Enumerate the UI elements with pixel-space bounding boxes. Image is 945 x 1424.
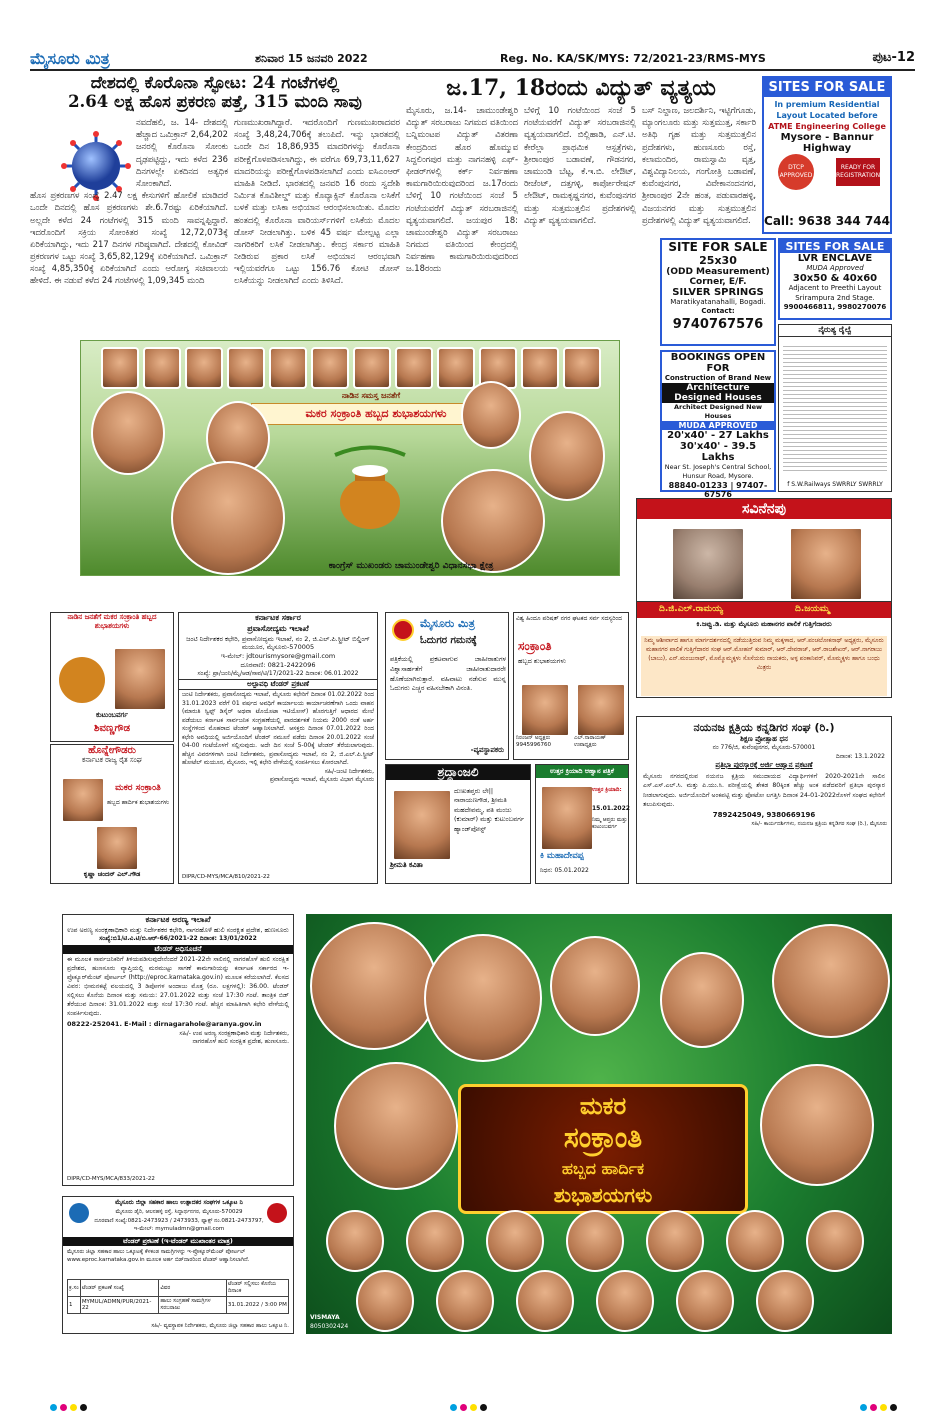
uk-body: ನಿಮ್ಮ ಆಪ್ತರು ಮತ್ತು ಕುಟುಂಬವರ್ಗ — [592, 817, 628, 831]
ad-sites-title: SITES FOR SALE — [764, 78, 890, 97]
uk-death: ನಿಧನ: 05.01.2022 — [540, 867, 589, 874]
big-banner-line3: ಹಬ್ಬದ ಹಾರ್ದಿಕ — [561, 1159, 645, 1178]
ad-tourism-tender — [178, 612, 378, 884]
leader-photo-big — [424, 934, 542, 1062]
masthead-date: ಶನಿವಾರ 15 ಜನವರಿ 2022 — [255, 52, 368, 65]
registration-dot — [450, 1404, 457, 1411]
ad-sites-call: Call: 9638 344 744 — [764, 214, 890, 228]
uk-title: ಉತ್ತರ ಕ್ರಿಯಾದಿ ಆಹ್ವಾನ ಪತ್ರಿಕೆ — [536, 765, 628, 778]
mt-td: MYMUL/ADMN/PUR/2021-22 — [80, 1297, 159, 1314]
ad-silver-springs — [660, 238, 776, 346]
mt-td: 1 — [68, 1297, 81, 1314]
leader-photo-big — [760, 1064, 874, 1186]
mitra-brand: ಮೈಸೂರು ಮಿತ್ರ — [420, 617, 475, 630]
ft-sign2: ನಾಗರಹೊಳೆ ಹುಲಿ ಸಂರಕ್ಷಿತ ಪ್ರದೇಶ, ಹುಣಸೂರು. — [192, 1037, 289, 1045]
lead-col2: ಗುಣಮುಖರಾಗಿದ್ದಾರೆ. ಇದರೊಂದಿಗೆ ಗುಣಮುಖರಾದವರ ಸಂಖ್ಯೆ 3,48,24,706ಕ್ಕೆ ತಲುಪಿದೆ. ಇನ್ನು ಭಾರತದಲ್ಲಿ ಒಂದೇ ದಿನ 18,86,935 ಮಾದರಿಗಳನ್ನು ಕೊರೊನಾ ಪರೀಕ್ಷೆಗೊಳಪಡಿಸಲಾಗಿದ್ದು, ಈ ವರೆಗೂ 69,73,11,627 ಮಾದರಿಯನ್ನು ಪರೀಕ್ಷೆಗೊಳಪಡಿಸಲಾಗಿದೆ ಎಂದು ಐಸಿಎಂಆರ್ ಮಾಹಿತಿ ನೀಡಿದೆ. ಭಾರತದಲ್ಲಿ ಜನವರಿ 16 ರಂದು ಸ್ವದೇಶಿ ನಿರ್ಮಿತ ಕೊವಿಶೀಲ್ಡ್ ಮತ್ತು ಕೊವ್ಯಾಕ್ಸಿನ್ ಕೊರೊನಾ ಲಸಿಕೆಗೆ ಬಳಕೆ ಮತ್ತು ಲಸಿಕಾ ಅಭಿಯಾನ ಆರಂಭಿಸಲಾಯಿತು. ಮೊದಲ ಹಂತದಲ್ಲಿ ಕೊರೊನಾ ವಾರಿಯರ್ಸ್‌ಗಳಿಗೆ ಲಸಿಕೆಯ ಮೊದಲ ಡೋಸ್ ನೀಡಲಾಗಿತ್ತು. ಬಳಿಕ 45 ವರ್ಷ ಮೇಲ್ಪಟ್ಟ ಎಲ್ಲಾ ನಾಗರಿಕರಿಗೆ ಲಸಿಕೆ ನೀಡಲಾಗಿತ್ತು. ಕೇಂದ್ರ ಸರ್ಕಾರ ಮಾಹಿತಿ ನೀಡಿರುವ ಪ್ರಕಾರ ಲಸಿಕೆ ಅಭಿಯಾನ ಆರಂಭವಾಗಿ ಇಲ್ಲಿಯವರೆಗೂ ಒಟ್ಟು 156.76 ಕೋಟಿ ಡೋಸ್ ಲಸಿಕೆಯನ್ನು ನೀಡಲಾಗಿದೆ ಎಂದು ತಿಳಿಸಿದೆ. — [234, 117, 400, 286]
gs2-photo — [61, 777, 105, 823]
banner-leaders-row — [101, 347, 601, 387]
sh-name: ಶ್ರೀಮತಿ ಕವಿತಾ — [390, 861, 423, 869]
masthead-rule — [30, 69, 915, 71]
ad-mitra-notice — [385, 612, 509, 760]
banner-footer: ಕಾಂಗ್ರೆಸ್ ಮುಖಂಡರು ಚಾಮುಂಡೇಶ್ವರಿ ವಿಧಾನಸಭಾ ಕ್ಷೇತ್ರ — [328, 561, 494, 571]
ad-book-phones: 88840-01233 | 97407-67576 — [668, 480, 768, 499]
uk-date: 15.01.2022 — [592, 805, 630, 812]
ad-sankranti-small — [513, 612, 629, 760]
gs1-name: ಶಿವಣ್ಣಗೌಡ — [94, 723, 130, 734]
gs1-label: ಕುಟುಂಬವರ್ಗ — [96, 711, 128, 719]
mitra-logo-icon — [392, 619, 414, 641]
leader-photo-small — [436, 1270, 494, 1332]
ad-ss-measure: (ODD Measurement) — [666, 267, 770, 277]
leader-photo-small — [596, 1270, 654, 1332]
pongal-pot-icon — [325, 445, 415, 535]
ad-memorial-lower — [636, 602, 892, 698]
ad-ss-name: SILVER SPRINGS — [672, 287, 764, 298]
banner-greeting: ಮಕರ ಸಂಕ್ರಾಂತಿ ಹಬ್ಬದ ಶುಭಾಶಯಗಳು — [251, 403, 501, 425]
ad-sites-line2: Layout Located before — [776, 110, 878, 120]
leader-photo-small — [326, 1210, 384, 1272]
ad-lvr-approval: MUDA Approved — [806, 264, 864, 272]
memorial-name2: ದಿ.ಜಯಮ್ಮ — [795, 604, 830, 614]
registration-dot — [480, 1404, 487, 1411]
sk-photo-1 — [520, 683, 570, 737]
sk-photo-2 — [576, 683, 626, 737]
mt-td: ಹಾಲು ಸಂಗ್ರಹಣೆ ಸಾಮಗ್ರಿಗಳ ಸರಬರಾಜು — [159, 1297, 227, 1314]
mt-th: ಕ್ರ.ಸಂ — [68, 1280, 81, 1297]
mt-table-row — [68, 1297, 289, 1314]
leader-photo-large — [529, 411, 605, 501]
ad-book-near: Near St. Joseph's Central School, Hunsur Road, Mysore. — [664, 462, 772, 480]
sankranti-title-block — [458, 1084, 748, 1214]
registration-dot — [470, 1404, 477, 1411]
lead-story — [30, 74, 400, 332]
ad-ss-place: Maratikyatanahalli, Bogadi. — [670, 298, 766, 306]
sk-title: ಸಂಕ್ರಾಂತಿ — [518, 639, 552, 653]
ad-railway-notice — [778, 324, 892, 492]
leader-photo-big — [772, 924, 890, 1038]
registration-dot — [890, 1404, 897, 1411]
ad-book-line3: Designed Houses — [662, 393, 774, 403]
ad-forest-tender — [62, 914, 294, 1186]
sh-title: ಶ್ರದ್ಧಾಂಜಲಿ — [386, 765, 530, 780]
ad-greeting-small-1 — [50, 612, 174, 742]
ad-book-price2: 30'x40' - 39.5 Lakhs — [679, 440, 757, 463]
mt-td: 31.01.2022 / 3:00 PM — [226, 1297, 288, 1314]
leader-photo-small — [806, 1210, 864, 1272]
registration-dot — [80, 1404, 87, 1411]
ks-title: ನಯನಜ ಕ್ಷತ್ರಿಯ ಕನ್ನಡಿಗರ ಸಂಘ (ರಿ.) — [693, 721, 835, 734]
ad-lvr-name: LVR ENCLAVE — [797, 253, 873, 264]
pot-icon — [325, 445, 415, 535]
leader-photo-small — [486, 1210, 544, 1272]
leader-photo — [227, 347, 265, 389]
lead-headline-1: ದೇಶದಲ್ಲಿ ಕೊರೊನಾ ಸ್ಫೋಟ: 24 ಗಂಟೆಗಳಲ್ಲಿ — [90, 73, 340, 92]
leader-photo-main — [171, 461, 285, 575]
ad-bookings-open — [660, 350, 776, 499]
registration-dot — [870, 1404, 877, 1411]
ad-book-line2: Architecture — [662, 383, 774, 393]
registration-dot — [60, 1404, 67, 1411]
mitra-sign: -ವ್ಯವಸ್ಥಾಪಕರು — [470, 745, 504, 754]
masthead-reg-no: Reg. No. KA/SK/MYS: 72/2021-23/RMS-MYS — [500, 52, 766, 65]
gs2-top: ಹೊನ್ನೇಗೌಡರು — [88, 745, 136, 756]
mt-th: ವಿವರ — [159, 1280, 227, 1297]
tt-phone: ದೂರವಾಣಿ: 0821-2422096 — [240, 660, 316, 669]
ad-sites-line1: In premium Residential — [774, 100, 880, 109]
uk-name: ಕಿ ಮಹಾದೇವಪ್ಪ — [540, 851, 584, 861]
leader-photo-big — [660, 952, 744, 1048]
ad-ss-title: SITE FOR SALE — [668, 240, 768, 254]
ad-greeting-small-2 — [50, 744, 174, 884]
masthead-brand: ಮೈಸೂರು ಮಿತ್ರ — [30, 49, 110, 68]
ad-sites-badge-ready: READY FOR REGISTRATION — [836, 158, 880, 186]
tt-ref: ಸಂಖ್ಯೆ: ಪ್ರಾ/ಜಂನಿ/ಮೈ/ಆಡ/ಸಾವ/ಟಿ/17/2021-22 ದಿನಾಂಕ: 06.01.2022 — [197, 669, 359, 677]
registration-dot — [70, 1404, 77, 1411]
ad-top-banner — [80, 340, 620, 576]
ad-kshatriya — [636, 716, 892, 884]
leader-photo-small — [676, 1270, 734, 1332]
lead-dateline: ನವದೆಹಲಿ, ಜ. 14- ದೇಶದಲ್ಲಿ ಹೆಚ್ಚಾದ ಒಮಿಕ್ರಾನ್ 2,64,202 ಜನರಲ್ಲಿ ಕೊರೊನಾ ಸೋಂಕು ದೃಢಪಟ್ಟಿದ್ದು, ಇದು ಕಳೆದ 236 ದಿನಗಳಲ್ಲೇ ಏಕದಿನದ ಅತ್ಯಧಿಕ ಸೋಂಕಾಗಿದೆ. — [136, 117, 228, 188]
leader-photo — [521, 347, 559, 389]
ks-date: ದಿನಾಂಕ: 13.1.2022 — [835, 752, 885, 760]
power-headline: ಜ.17, 18ರಂದು ವಿದ್ಯುತ್ ವ್ಯತ್ಯಯ — [446, 75, 716, 101]
ft-govt: ಕರ್ನಾಟಕ ಅರಣ್ಯ ಇಲಾಖೆ — [145, 915, 211, 924]
big-banner-line1: ಮಕರ — [579, 1091, 627, 1120]
registration-dot — [880, 1404, 887, 1411]
banner-faces-row-1 — [316, 1210, 886, 1270]
leader-photo-small — [406, 1210, 464, 1272]
mt-address: ಮೈಸೂರು ಡೈರಿ, ಆಲನಹಳ್ಳಿ ರಸ್ತೆ, ಸಿದ್ದಾರ್ಥನಗರ, ಮೈಸೂರು-570029 — [115, 1209, 243, 1215]
leader-photo-small — [756, 1270, 814, 1332]
ft-sign1: ಸಹಿ/- ಉಪ ಅರಣ್ಯ ಸಂರಕ್ಷಣಾಧಿಕಾರಿ ಮತ್ತು ನಿರ್ದೇಶಕರು, — [179, 1029, 289, 1037]
ad-book-price1: 20'x40' - 27 Lakhs — [667, 429, 769, 441]
mitra-title: ಓದುಗರ ಗಮನಕ್ಕೆ — [420, 635, 477, 646]
tt-office: ಜಂಟಿ ನಿರ್ದೇಶಕರ ಕಛೇರಿ, ಪ್ರವಾಸೋದ್ಯಮ ಇಲಾಖೆ, ನಂ 2, ಜಿ.ಎಲ್.ಪಿ.ಸ್ಟ್ರೀಟ್ ಬಿಲ್ಡಿಂಗ್ ಮಯೂರ, ಮೈಸೂರು-570005 — [186, 634, 370, 652]
leader-photo-big — [550, 936, 640, 1036]
leader-photo — [269, 347, 307, 389]
ad-lvr-sizes: 30x50 & 40x60 — [792, 273, 878, 285]
leader-photo-large — [91, 391, 165, 475]
masthead-page-number: ಪುಟ-12 — [872, 50, 915, 65]
mt-th: ಟೆಂಡರ್ ಸಲ್ಲಿಸಲು ಕೊನೆಯ ದಿನಾಂಕ — [226, 1280, 288, 1297]
leader-photo-main — [441, 469, 545, 573]
milk-logo-icon-2 — [267, 1203, 287, 1223]
gs2-photo-child — [95, 825, 139, 871]
ks-contact: 7892425049, 9380669196 — [712, 811, 816, 820]
ks-body: ಮೈಸೂರು ನಗರದಲ್ಲಿರುವ ನಯನಜ ಕ್ಷತ್ರಿಯ ಸಮುದಾಯದ ವಿದ್ಯಾರ್ಥಿಗಳಿಗೆ 2020-2021ನೇ ಸಾಲಿನ ಎಸ್.ಎಸ್.ಎಲ್.ಸಿ. ಮತ್ತು ಪಿ.ಯು.ಸಿ. ಪರೀಕ್ಷೆಯಲ್ಲಿ ಶೇಕಡ 80ಕ್ಕಿಂತ ಹೆಚ್ಚು ಅಂಕ ಪಡೆದವರಿಗೆ ಪ್ರತಿಭಾ ಪುರಸ್ಕಾರ ನೀಡಲಾಗುವುದು. ಅರ್ಜಿಯೊಂದಿಗೆ ಅಂಕಪಟ್ಟಿ ಮತ್ತು ಫೋಟೋ ಲಗತ್ತಿಸಿ ದಿನಾಂಕ 24-01-2022ರೊಳಗೆ ಸಂಘದ ಕಛೇರಿಗೆ ತಲುಪಿಸುವುದು. — [643, 773, 885, 808]
big-banner-credit-phone: 8050302424 — [310, 1322, 349, 1330]
sk-sub: ಹಬ್ಬದ ಶುಭಾಶಯಗಳು — [518, 657, 566, 665]
ks-address: ನಂ 776/ಜಿ, ಕುವೆಂಪುನಗರ, ಮೈಸೂರು-570001 — [712, 744, 816, 752]
tt-dipr: DIPR/CD-MYS/MCA/810/2021-22 — [182, 873, 270, 880]
ad-memorial — [636, 498, 892, 602]
leader-photo-big — [334, 1062, 458, 1190]
ad-railway-footer: f S.W.Railways SWRRLY SWRRLY — [787, 480, 883, 488]
ft-ref: ಸಂಖ್ಯೆ:ಬಿ1/ಟಿ.ವಿ.ಟಿ/ಬಿ.ಆರ್-66/2021-22 ದಿನಾಂಕ: 13/01/2022 — [99, 934, 257, 942]
ad-lvr-phones: 9900466811, 9980270076 — [783, 303, 887, 312]
tt-notice: ಅಲ್ಪಾವಧಿ ಟೆಂಡರ್ ಪ್ರಕಟಣೆ — [179, 679, 377, 690]
mt-notice: ಟೆಂಡರ್ ಪ್ರಕಟಣೆ (ಇ-ಟೆಂಡರ್ ಮುಖಾಂತರ ಮಾತ್ರ) — [63, 1237, 293, 1246]
ad-ss-size: 25x30 — [699, 254, 737, 267]
mt-body: ಮೈಸೂರು ಜಿಲ್ಲಾ ಸಹಕಾರ ಹಾಲು ಒಕ್ಕೂಟಕ್ಕೆ ಕೆಳಕಂಡ ಸಾಮಗ್ರಿಗಳನ್ನು ಇ-ಪ್ರೊಕ್ಯೂರ್‌ಮೆಂಟ್ ಪೋರ್ಟಲ್ www.eproc.karnataka.gov.in ಮೂಲಕ ಅರ್ಹ ಬಿಡ್‌ದಾರರಿಂದ ಟೆಂಡರ್ ಆಹ್ವಾನಿಸಲಾಗಿದೆ. — [67, 1249, 250, 1263]
tt-email: ಇ-ಮೇಲ್: jdtourismysore@gmail.com — [220, 652, 336, 661]
power-col2: ಬೆಳಿಗ್ಗೆ 10 ಗಂಟೆಯಿಂದ ಸಂಜೆ 5 ಗಂಟೆಯವರೆಗೆ ವಿದ್ಯುತ್ ಸರಬರಾಜಿನಲ್ಲಿ ವ್ಯತ್ಯಯವಾಗಲಿದೆ. ಬಿಲ್ಲಿಹಾಡಿ, ಎನ್.ಟಿ. ಕೇರೆಲ್ಲಾ ಪ್ರಾಥಮಿಕ ಆಸ್ಪತ್ರೆಗಳು, ಶ್ರೀರಾಂಪುರ ಬಡಾವಣೆ, ಗೌಡನಗರ, ಚಾಮುಂಡಿ ಬೆಟ್ಟ, ಕೆ.ಇ.ಬಿ. ಲೇಔಟ್, ರೀಜೆಂಟ್, ದತ್ತಗಳ್ಳಿ, ಕಾರ್ಪೋರೇಷನ್ ಲೇಔಟ್, ರಾಮಕೃಷ್ಣನಗರ, ಕುವೆಂಪುನಗರ ಮತ್ತು ಸುತ್ತಮುತ್ತಲಿನ ಪ್ರದೇಶಗಳಲ್ಲಿ ವಿದ್ಯುತ್ ವ್ಯತ್ಯಯವಾಗಲಿದೆ. — [524, 105, 636, 225]
ad-ss-phone: 9740767576 — [672, 316, 764, 332]
power-col3: ಬಸ್ ನಿಲ್ದಾಣ, ಜಲದರ್ಶಿನಿ, ಇಟ್ಟಿಗೆಗೂಡು, ಮ್ಯಾಂಗಲೂರು ಮತ್ತು ಸುತ್ತಮುತ್ತ, ಸರ್ಕಾರಿ ಅತಿಥಿ ಗೃಹ ಮತ್ತು ಸುತ್ತಮುತ್ತಲಿನ ಪ್ರದೇಶಗಳು, ಹುಣಸೂರು ರಸ್ತೆ, ಕಲಾಮಂದಿರ, ರಾಮಸ್ವಾಮಿ ವೃತ್ತ, ವಿಶ್ವವಿದ್ಯಾನಿಲಯ, ಗಂಗೋತ್ರಿ ಬಡಾವಣೆ, ಕುವೆಂಪುನಗರ, ವಿವೇಕಾನಂದನಗರ, ಶ್ರೀರಾಂಪುರ 2ನೇ ಹಂತ, ಪಡುವಾರಹಳ್ಳಿ, ವಿಜಯನಗರ ಮತ್ತು ಸುತ್ತಮುತ್ತಲಿನ ಪ್ರದೇಶಗಳಲ್ಲಿ ವಿದ್ಯುತ್ ವ್ಯತ್ಯಯವಾಗಲಿದೆ. — [642, 105, 756, 225]
tt-sign1: ಸಹಿ/-ಜಂಟಿ ನಿರ್ದೇಶಕರು, — [324, 767, 374, 775]
ks-heading: ಪ್ರತಿಭಾ ಪುರಸ್ಕಾರಕ್ಕೆ ಅರ್ಜಿ ಆಹ್ವಾನ ಪ್ರಕಟಣೆ — [715, 760, 813, 769]
sh-body: ದುಃಖತಪ್ತರು ಲೇ|| ನಾರಾಯಣಗೌಡ, ಶ್ರೀಮತಿ ಮಹದೇವಮ್ಮ, ಪತಿ ಮಂಜು (ಕುಮಾರ್) ಮತ್ತು ಕುಟುಂಬವರ್ಗ ಹ್ಯಾಂಡ್‌ಪೋಸ್ಟ್ — [454, 787, 525, 833]
ad-book-title: BOOKINGS OPEN FOR — [670, 352, 766, 374]
leader-photo — [101, 347, 139, 389]
power-col1: ಮೈಸೂರು, ಜ.14- ಚಾಮುಂಡೇಶ್ವರಿ ವಿದ್ಯುತ್ ಸರಬರಾಜು ನಿಗಮದ ವತಿಯಿಂದ ಬನ್ನಿಮಂಟಪ ವಿದ್ಯುತ್ ವಿತರಣಾ ಕೇಂದ್ರದಿಂದ ಹೊರ ಹೊಮ್ಮುವ ಸಿದ್ದಲಿಂಗಪುರ ಮತ್ತು ನಾಗನಹಳ್ಳಿ ಎಫ್-ಫೀಡರ್‌ಗಳಲ್ಲಿ ಕರ್ಕ್ ನಿರ್ವಹಣಾ ಕಾಮಗಾರಿಯಿರುವುದರಿಂದ ಜ.17ರಂದು ಬೆಳಿಗ್ಗೆ 10 ಗಂಟೆಯಿಂದ ಸಂಜೆ 5 ಗಂಟೆಯವರೆಗೆ ವಿದ್ಯುತ್ ಸರಬರಾಜಿನಲ್ಲಿ ವ್ಯತ್ಯಯವಾಗಲಿದೆ. ಜಯಪುರ 18: ಚಾಮುಂಡೇಶ್ವರಿ ವಿದ್ಯುತ್ ಸರಬರಾಜು ನಿಗಮದ ವತಿಯಿಂದ ಕೇಂದ್ರದಲ್ಲಿ ನಿರ್ವಹಣಾ ಕಾಮಗಾರಿಯಿರುವುದರಿಂದ ಜ.18ರಂದು — [406, 105, 518, 274]
lead-dateline-col — [30, 116, 228, 326]
leader-photo — [353, 347, 391, 389]
ks-sign: ಸಹಿ/- ಕಾರ್ಯದರ್ಶಿಗಳು, ನಯನಜ ಕ್ಷತ್ರಿಯ ಕನ್ನಡಿಗರ ಸಂಘ (ರಿ.), ಮೈಸೂರು — [751, 820, 887, 827]
big-banner-line2: ಸಂಕ್ರಾಂತಿ — [563, 1121, 643, 1154]
tt-govt: ಕರ್ನಾಟಕ ಸರ್ಕಾರ — [255, 613, 301, 622]
uk-date-label: ಉತ್ತರ ಕ್ರಿಯಾದಿ: — [592, 787, 622, 793]
big-banner-credit: VISMAYA — [310, 1313, 340, 1321]
ad-sites-badge-dtcp: DTCP APPROVED — [778, 154, 814, 190]
ad-sites-line3: ATME Engineering College — [768, 121, 886, 131]
leader-photo — [563, 347, 601, 389]
mt-email: ಇ-ಮೇಲ್: mymuladmn@gmail.com — [133, 1226, 225, 1232]
ad-shraddhanjali — [385, 764, 531, 884]
ad-book-approved: MUDA APPROVED — [662, 421, 774, 430]
registration-dot — [860, 1404, 867, 1411]
memorial-title: ಸವಿನೆನಪು — [637, 499, 891, 519]
banner-faces-row-2 — [316, 1270, 886, 1330]
sk-name2: ಎಲ್.ನಾರಾಯಣ್ ಉಪಾಧ್ಯಕ್ಷರು — [574, 735, 606, 749]
mt-org: ಮೈಸೂರು ಜಿಲ್ಲಾ ಸಹಕಾರ ಹಾಲು ಉತ್ಪಾದಕರ ಸಂಘಗಳ ಒಕ್ಕೂಟ ನಿ — [115, 1199, 243, 1206]
ad-sites-for-sale — [762, 76, 892, 234]
sh-photo — [392, 789, 452, 861]
leader-photo — [311, 347, 349, 389]
mt-table-header — [68, 1280, 289, 1297]
gs1-photo — [113, 647, 167, 711]
ad-uttara-kriya — [535, 764, 629, 884]
leader-photo-small — [726, 1210, 784, 1272]
ad-lvr-location: Srirampura 2nd Stage. — [795, 293, 875, 302]
leader-photo-small — [516, 1270, 574, 1332]
gs1-top: ನಾಡಿನ ಜನತೆಗೆ ಮಕರ ಸಂಕ್ರಾಂತಿ ಹಬ್ಬದ ಶುಭಾಶಯಗಳು — [67, 613, 157, 631]
mt-th: ಟೆಂಡರ್ ಪ್ರಕಟಣೆ ಸಂಖ್ಯೆ — [80, 1280, 159, 1297]
lead-col1: ಹೊಸ ಪ್ರಕರಣಗಳ ಸಂಖ್ಯೆ 2.47 ಲಕ್ಷ ಕೇಸುಗಳಿಗೆ ಹೋಲಿಕೆ ಮಾಡಿದರೆ ಒಂದೇ ದಿನದಲ್ಲಿ ಹೊಸ ಪ್ರಕರಣಗಳು ಶೇ.6.7ರಷ್ಟು ಏರಿಕೆಯಾಗಿದೆ. ಅಲ್ಲದೇ ಕಳೆದ 24 ಗಂಟೆಗಳಲ್ಲಿ 315 ಮಂದಿ ಸಾವನ್ನಪ್ಪಿದ್ದಾರೆ. ಇದರೊಂದಿಗೆ ಸಕ್ರಿಯ ಸೋಂಕಿತರ ಸಂಖ್ಯೆ 12,72,073ಕ್ಕೆ ಏರಿಕೆಯಾಗಿದ್ದು, ಇದು 217 ದಿನಗಳ ಗರಿಷ್ಠವಾಗಿದೆ. ದೇಶದಲ್ಲಿ ಕೋವಿಡ್ ಪ್ರಕರಣಗಳ ಒಟ್ಟು ಸಂಖ್ಯೆ 3,65,82,129ಕ್ಕೆ ಏರಿಕೆಯಾಗಿದೆ. ಒಮಿಕ್ರಾನ್ ಸಂಖ್ಯೆ 4,85,350ಕ್ಕೆ ಏರಿಕೆಯಾಗಿದೆ ಎಂದು ಆರೋಗ್ಯ ಸಚಿವಾಲಯ ಹೇಳಿದೆ. ಈ ನಡುವೆ ಕಳೆದ 24 ಗಂಟೆಗಳಲ್ಲಿ 1,09,345 ಮಂದಿ — [30, 190, 228, 286]
leader-photo-big — [310, 922, 438, 1050]
memorial-body: ನಿಮ್ಮ ಆಶೀರ್ವಾದ ಹಾಗೂ ಮಾರ್ಗದರ್ಶನದಲ್ಲಿ ನಡೆಯುತ್ತಿರುವ ನಿಮ್ಮ ಮಕ್ಕಳಾದ, ಆರ್.ಪಂಚಲೋಕನಾಥ್ ಅಧ್ಯಕ್ಷರು, ಮೈಸೂರು ಮಹಾನಗರ ಪಾಲಿಕೆ ಗುತ್ತಿಗೆದಾರರ ಸಂಘ ಆರ್.ಮೋಹನ್ ಕುಮಾರ್, ಆರ್.ದೇವರಾಜ್, ಆರ್.ರಾಜಶೇಖರ್, ಆರ್.ನಾಗರಾಜು (ಬಾಬು), ಎನ್.ಮಂಜುನಾಥ್, ಮೊಮ್ಮೊಮ್ಮಕ್ಕಳು ಸೊಸೆಯರು ನಾಯಕರು, ಅಳ್ಳ ಪಂಕಾನಿವರ್, ಮೊಮ್ಮಕ್ಕಳು ಹಾಗೂ ಬಂಧು ಮಿತ್ರರು — [641, 636, 887, 696]
mt-sign: ಸಹಿ/- ವ್ಯವಸ್ಥಾಪಕ ನಿರ್ದೇಶಕರು, ಮೈಸೂರು ಜಿಲ್ಲಾ ಸಹಕಾರ ಹಾಲು ಒಕ್ಕೂಟ ನಿ. — [151, 1322, 289, 1329]
tt-dept: ಪ್ರವಾಸೋದ್ಯಮ ಇಲಾಖೆ — [247, 623, 309, 633]
milk-logo-icon — [69, 1203, 89, 1223]
ad-lvr-adjacent: Adjacent to Preethi Layout — [788, 284, 882, 293]
ad-ss-corner: Corner, E/F. — [689, 277, 747, 287]
leader-photo-small — [566, 1210, 624, 1272]
leader-photo — [437, 347, 475, 389]
ad-lvr-enclave — [778, 238, 892, 320]
leader-photo — [185, 347, 223, 389]
registration-dot — [50, 1404, 57, 1411]
big-banner-line4: ಶುಭಾಶಯಗಳು — [553, 1183, 653, 1207]
ad-big-banner — [306, 914, 892, 1334]
ad-book-line1: Construction of Brand New — [664, 374, 772, 382]
ad-milk-tender — [62, 1196, 294, 1334]
ad-railway-text-block — [783, 343, 887, 471]
mitra-body: ಪತ್ರಿಕೆಯಲ್ಲಿ ಪ್ರಕಟವಾಗುವ ಜಾಹೀರಾತುಗಳ ವಿಶ್ವಾಸಾರ್ಹತೆಗೆ ಜಾಹೀರಾತುದಾರರೇ ಹೊಣೆಯಾಗಿರುತ್ತಾರೆ. ವಹಿವಾಟು ನಡೆಸುವ ಮುನ್ನ ಓದುಗರು ಎಚ್ಚರ ವಹಿಸಬೇಕಾಗಿ ವಿನಂತಿ. — [390, 655, 506, 693]
ad-sites-line4: Mysore - Bannur Highway — [780, 132, 874, 155]
ad-ss-contact-label: Contact: — [701, 307, 735, 316]
tt-body: ಜಂಟಿ ನಿರ್ದೇಶಕರು, ಪ್ರವಾಸೋದ್ಯಮ ಇಲಾಖೆ, ಮೈಸೂರು ಕಛೇರಿಗೆ ದಿನಾಂಕ 01.02.2022 ರಿಂದ 31.01.2023 ವರೆಗೆ 01 ವರ್ಷದ ಅವಧಿಗೆ ಕಾರ್ಯಾಲಯ ಕಾರ್ಯಾಚರಣೆಗಾಗಿ ಒಂದು ವಾಹನ (ಮಾರುತಿ ಸ್ವಿಫ್ಟ್ ಡಿಸೈರ್ ಅಥವಾ ಟೊಯೊಟಾ ಇಟಿಯೋಸ್) ಹೊರಗುತ್ತಿಗೆ ಆಧಾರದ ಮೇಲೆ ಪಡೆಯಲು ಕರ್ನಾಟಕ ಸಾರ್ವಜನಿಕ ಸಂಗ್ರಹಣೆಯಲ್ಲಿ ಪಾರದರ್ಶಕತೆ ನಿಯಮ 2000 ರಂತೆ ಅರ್ಹ ಸಂಸ್ಥೆಗಳಿಂದ ಮೊಹರಾದ ಟೆಂಡರ್ ಆಹ್ವಾನಿಸಲಾಗಿದೆ. ಆಸಕ್ತರು ದಿನಾಂಕ 07.01.2022 ರಿಂದ ಕಛೇರಿ ಅವಧಿಯಲ್ಲಿ ಅರ್ಜಿಯೊಂದಿಗೆ ಟೆಂಡರ್ ನಮೂನೆ ಪಡೆದು ದಿನಾಂಕ 20.01.2022 ಸಂಜೆ 04-00 ಗಂಟೆಯೊಳಗೆ ಸಲ್ಲಿಸುವುದು. ಅದೇ ದಿನ ಸಂಜೆ 5-00ಕ್ಕೆ ಟೆಂಡರ್ ತೆರೆಯಲಾಗುವುದು. ಹೆಚ್ಚಿನ ವಿವರಗಳಿಗಾಗಿ ಜಂಟಿ ನಿರ್ದೇಶಕರು, ಪ್ರವಾಸೋದ್ಯಮ ಇಲಾಖೆ, ನಂ 2, ಜಿ.ಎಲ್.ಪಿ.ಸ್ಟ್ರೀಟ್ ಹೋಟೆಲ್ ಮಯೂರ, ಮೈಸೂರು, ಇಲ್ಲಿ ಕಛೇರಿ ವೇಳೆಯಲ್ಲಿ ಸಂಪರ್ಕಿಸಲು ಕೋರಲಾಗಿದೆ. — [182, 691, 374, 767]
ad-book-line4: Architect Designed New Houses — [673, 403, 763, 421]
gs1-pot-icon — [59, 657, 105, 703]
sk-top: ವಿಶ್ವ ಹಿಂದೂ ಪರಿಷತ್ ನಗರ ಘಟಕದ ಸರ್ವ ಸದಸ್ಯರಿಂದ — [516, 615, 623, 622]
leader-photo-large — [461, 381, 521, 449]
leader-photo-small — [356, 1270, 414, 1332]
ks-sub: ಶಿಕ್ಷಣ ಪ್ರೋತ್ಸಾಹ ಧನ — [740, 735, 788, 743]
mt-table — [67, 1279, 289, 1314]
uk-photo — [540, 785, 594, 851]
memorial-name1: ದಿ.ಜಿ.ಎಲ್.ರಾಮಯ್ಯ — [659, 604, 724, 614]
gs2-line: ಹಬ್ಬದ ಹಾರ್ದಿಕ ಶುಭಾಶಯಗಳು — [106, 799, 170, 806]
leader-photo-small — [646, 1210, 704, 1272]
gs2-name: ಕೃಷ್ಣಾ ಚಂದನ್ ಎಲ್.ಗೌಡ — [83, 870, 141, 878]
gs2-label: ಮಕರ ಸಂಕ್ರಾಂತಿ — [115, 783, 161, 793]
gs2-sub: ಕರ್ನಾಟಕ ರಾಜ್ಯ ರೈತ ಸಂಘ — [82, 756, 142, 764]
ft-notice: ಟೆಂಡರ್ ಅಧಿಸೂಚನೆ — [63, 945, 293, 954]
memorial-sub: ಕಿ.ಜವ್ವು.ಡಿ. ಮತ್ತು ಮೈಸೂರು ಮಹಾನಗರ ಪಾಲಿಕೆ ಗುತ್ತಿಗೆದಾರರು — [696, 620, 832, 628]
leader-photo — [395, 347, 433, 389]
ft-office: ಉಪ ಅರಣ್ಯ ಸಂರಕ್ಷಣಾಧಿಕಾರಿ ಮತ್ತು ನಿರ್ದೇಶಕರ ಕಛೇರಿ, ನಾಗರಹೊಳೆ ಹುಲಿ ಸಂರಕ್ಷಿತ ಪ್ರದೇಶ, ಹುಣಸೂರು — [67, 925, 289, 934]
mt-phone: ದೂರವಾಣಿ ಸಂಖ್ಯೆ:0821-2473923 / 2473933, ಫ್ಯಾಕ್ಸ್ ನಂ.0821-2473797, — [94, 1218, 264, 1224]
memorial-photo-2 — [789, 527, 863, 601]
masthead — [30, 48, 915, 70]
ad-railway-header: ನೈರುತ್ಯ ರೈಲ್ವೆ — [779, 325, 891, 337]
ft-dipr: DIPR/CD-MYS/MCA/833/2021-22 — [67, 1175, 155, 1182]
ft-phone: 08222-252041. E-Mail : dirnagarahole@aranya.gov.in — [67, 1019, 262, 1028]
leader-photo — [143, 347, 181, 389]
ft-body: ಈ ಮೂಲಕ ಸಾರ್ವಜನಿಕರಿಗೆ ತಿಳಿಯಪಡಿಸುವುದೇನೆಂದರೆ 2021-22ನೇ ಸಾಲಿನಲ್ಲಿ ನಾಗರಹೊಳೆ ಹುಲಿ ಸಂರಕ್ಷಿತ ಪ್ರದೇಶದ, ಹುಣಸೂರು ವ್ಯಾಪ್ತಿಯಲ್ಲಿ ಮರಮುಟ್ಟು ಸಾಗಣೆ ಕಾಮಗಾರಿಯನ್ನು ಕರ್ನಾಟಕ ಸರ್ಕಾರದ ಇ-ಪ್ರೊಕ್ಯೂರ್‌ಮೆಂಟ್ ಪೋರ್ಟಲ್ (http://eproc.karnataka.gov.in) ಮೂಲಕ ಕರೆಯಲಾಗಿದೆ. ಕೆಲಸದ ವಿವರ: ಭೀಮನಕಟ್ಟೆ ವಲಯದಲ್ಲಿ 3 ಡಿಪೋಗಳ ಅಂದಾಜು ಮೊತ್ತ (ರೂ. ಲಕ್ಷಗಳಲ್ಲಿ): 36.00. ಟೆಂಡರ್ ಸಲ್ಲಿಸಲು ಕೊನೆಯ ದಿನಾಂಕ ಮತ್ತು ಸಮಯ: 27.01.2022 ಮತ್ತು ಸಂಜೆ 17:30 ಗಂಟೆ. ತಾಂತ್ರಿಕ ಬಿಡ್ ತೆರೆಯುವ ದಿನಾಂಕ: 31.01.2022 ಮತ್ತು ಸಂಜೆ 17:30 ಗಂಟೆ. ಹೆಚ್ಚಿನ ಮಾಹಿತಿಗಾಗಿ ಕಛೇರಿ ವೇಳೆಯಲ್ಲಿ ಸಂಪರ್ಕಿಸುವುದು. — [67, 956, 289, 1017]
registration-dot — [460, 1404, 467, 1411]
lead-headline-2: 2.64 ಲಕ್ಷ ಹೊಸ ಪ್ರಕರಣ ಪತ್ತೆ, 315 ಮಂದಿ ಸಾವು — [68, 91, 362, 111]
tt-sign2: ಪ್ರವಾಸೋದ್ಯಮ ಇಲಾಖೆ, ಮೈಸೂರು ವಿಭಾಗ ಮೈಸೂರು — [269, 775, 374, 783]
ad-lvr-title: SITES FOR SALE — [780, 240, 890, 253]
sk-name1: ನಿರಂಜನ್ ಅಧ್ಯಕ್ಷರು 9945996760 — [516, 735, 551, 749]
memorial-photo-1 — [671, 527, 745, 601]
print-marks-bottom — [30, 1404, 915, 1414]
banner-greeting-top: ನಾಡಿನ ಸಮಸ್ತ ಜನತೆಗೆ — [341, 391, 401, 400]
